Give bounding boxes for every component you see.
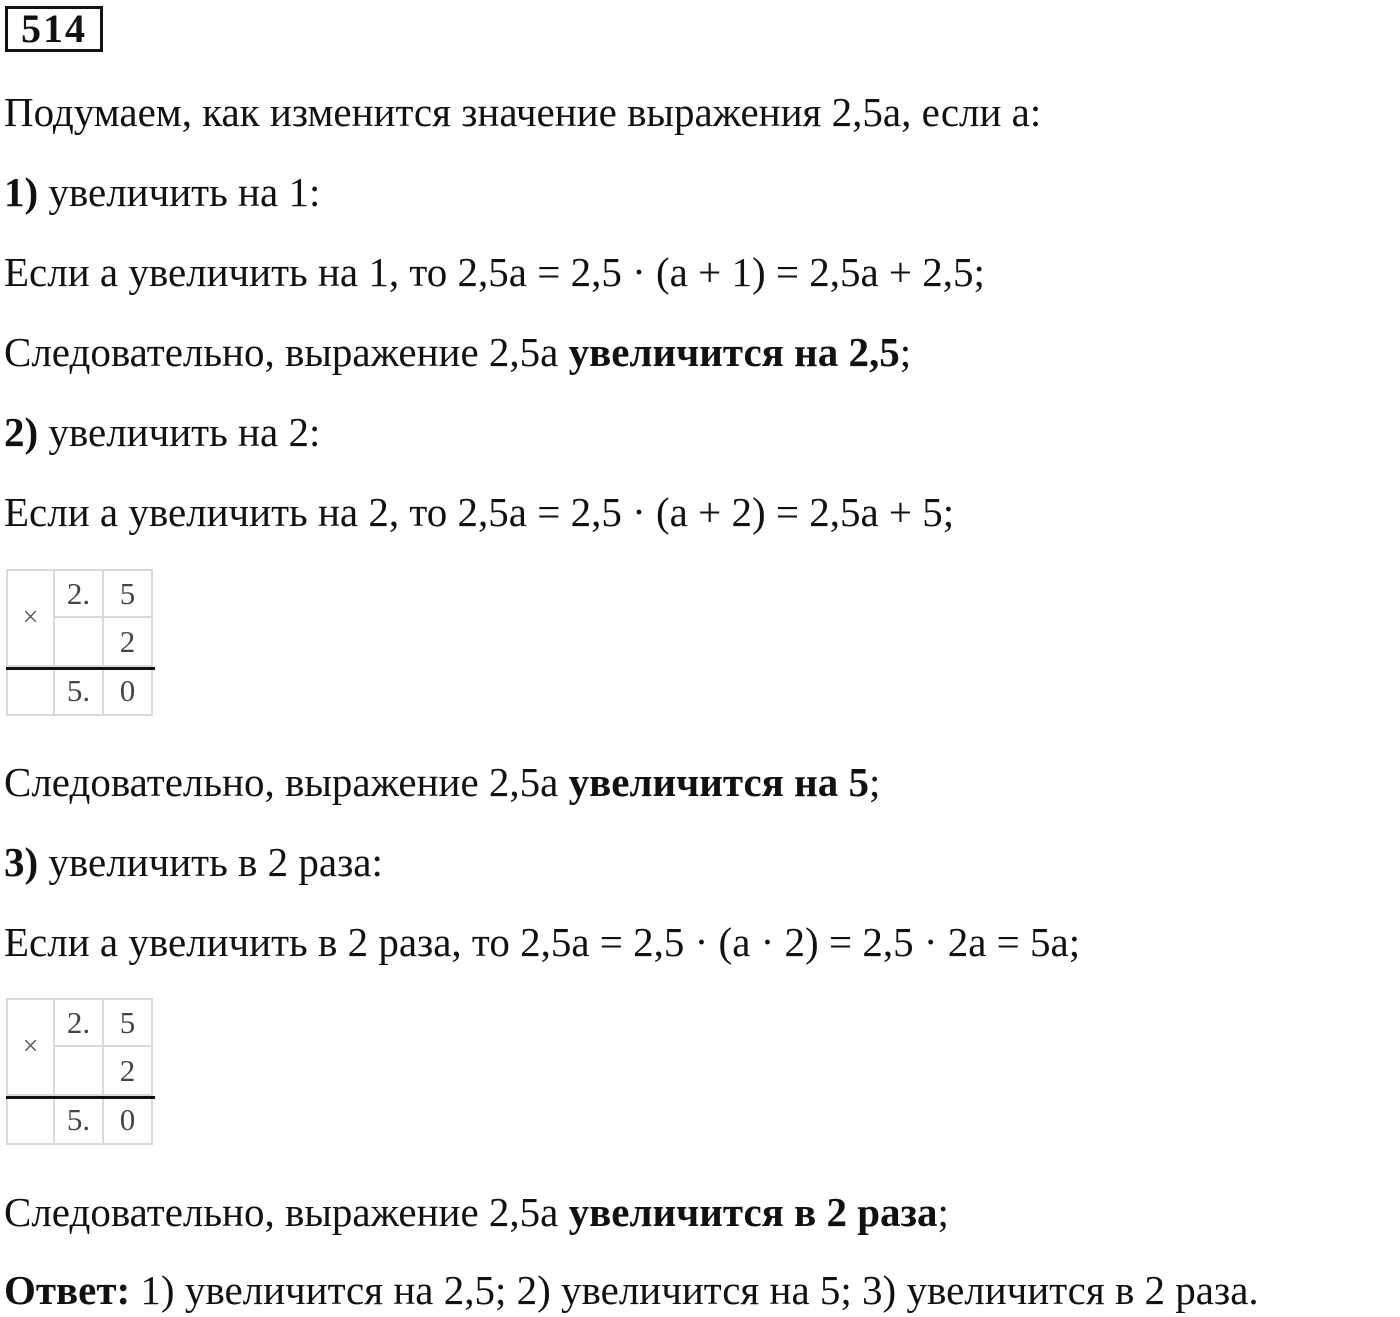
- grid-cell: 5: [104, 569, 153, 618]
- part3-heading: [4, 838, 383, 886]
- answer-line: [4, 1266, 1259, 1314]
- grid-cell: 5.: [55, 667, 104, 716]
- intro-text: Подумаем, как изменится значение выражения 2,5a, если a:: [4, 89, 1042, 135]
- part3-multiplication-grid: [6, 998, 155, 1147]
- part2-heading: [4, 408, 320, 456]
- part2-multiplication-grid: [6, 569, 155, 718]
- answer-label: Ответ:: [4, 1267, 131, 1313]
- grid-cell: 5: [104, 998, 153, 1047]
- grid-cell: [6, 667, 55, 716]
- grid-cell: 2.: [55, 569, 104, 618]
- part3-title: увеличить в 2 раза:: [38, 839, 383, 885]
- grid-cell: [6, 1096, 55, 1145]
- part1-conclusion-end: ;: [899, 329, 912, 375]
- part3-conclusion-prefix: Следовательно, выражение 2,5a: [4, 1189, 569, 1235]
- answer-text: 1) увеличится на 2,5; 2) увеличится на 5; 3) увеличится в 2 раза.: [130, 1267, 1259, 1313]
- multiply-sign-icon: ×: [6, 998, 55, 1096]
- part3-calculation: Если a увеличить в 2 раза, то 2,5a = 2,5 · (a · 2) = 2,5 · 2a = 5a;: [4, 919, 1081, 965]
- multiplication-rule: [6, 1096, 155, 1099]
- part2-conclusion-end: ;: [868, 759, 881, 805]
- grid-cell: 2: [104, 618, 153, 667]
- grid-cell: 2: [104, 1047, 153, 1096]
- grid-cell: 0: [104, 1096, 153, 1145]
- part2-number: 2): [4, 409, 39, 455]
- part2-conclusion-result: увеличится на 5: [568, 759, 869, 805]
- part3-conclusion-end: ;: [937, 1189, 949, 1235]
- part3-number: 3): [4, 839, 39, 885]
- grid-cell: 2.: [55, 998, 104, 1047]
- grid-cell: 5.: [55, 1096, 104, 1145]
- part1-conclusion-result: увеличится на 2,5: [568, 329, 900, 375]
- multiplication-rule: [6, 667, 155, 670]
- grid-cell: [55, 618, 104, 667]
- grid-cell: [55, 1047, 104, 1096]
- part1-conclusion-prefix: Следовательно, выражение 2,5a: [4, 329, 569, 375]
- part2-conclusion-prefix: Следовательно, выражение 2,5a: [4, 759, 569, 805]
- part2-conclusion: [4, 758, 880, 806]
- part1-heading: [4, 168, 320, 216]
- part3-conclusion-result: увеличится в 2 раза: [568, 1189, 938, 1235]
- problem-number: 514: [5, 6, 103, 52]
- part1-conclusion: [4, 328, 911, 376]
- part1-number: 1): [4, 169, 39, 215]
- part2-title: увеличить на 2:: [38, 409, 321, 455]
- part1-calculation: Если a увеличить на 1, то 2,5a = 2,5 · (a + 1) = 2,5a + 2,5;: [4, 249, 985, 295]
- part2-calculation: Если a увеличить на 2, то 2,5a = 2,5 · (a + 2) = 2,5a + 5;: [4, 489, 955, 535]
- part3-conclusion: [4, 1188, 949, 1236]
- part1-title: увеличить на 1:: [38, 169, 321, 215]
- grid-cell: 0: [104, 667, 153, 716]
- multiply-sign-icon: ×: [6, 569, 55, 667]
